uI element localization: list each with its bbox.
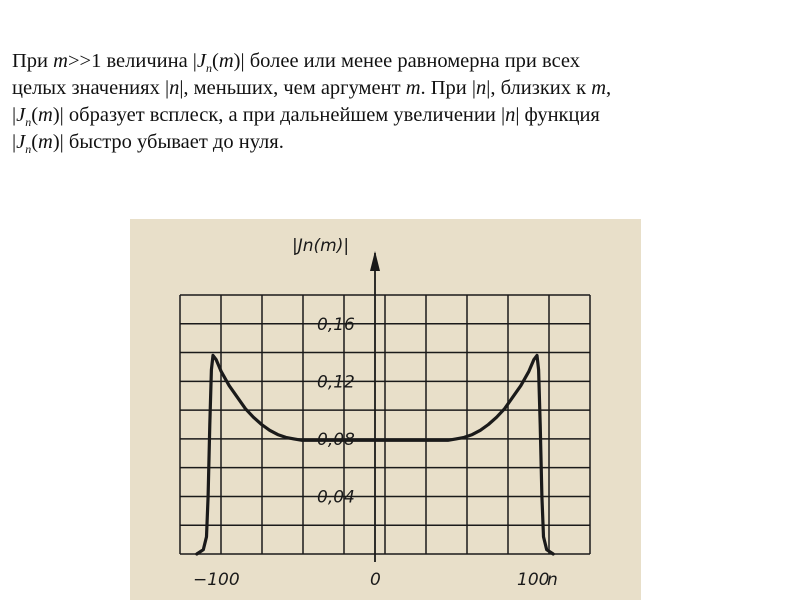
text-run: |	[12, 104, 17, 126]
y-axis-arrow	[370, 251, 380, 271]
text-run: целых значениях |	[12, 77, 170, 99]
math-J: J	[16, 104, 26, 126]
math-J: J	[196, 50, 207, 72]
text-line-3	[12, 102, 792, 129]
y-tick-label: 0,12	[317, 372, 355, 393]
math-n: n	[476, 77, 487, 99]
text-run: . При |	[420, 77, 477, 99]
y-tick-label: 0,04	[317, 487, 355, 508]
math-m: m	[218, 50, 234, 72]
bessel-function-figure	[130, 219, 641, 600]
math-J: J	[16, 131, 26, 153]
x-tick-labels	[193, 570, 549, 590]
text-run: |, близких к	[486, 77, 592, 99]
math-m: m	[405, 77, 421, 99]
text-run: |	[12, 131, 17, 153]
axes	[370, 251, 380, 562]
text-line-4	[12, 129, 792, 156]
y-tick-label: 0,16	[317, 314, 355, 335]
text-run: >>1 величина |	[67, 50, 197, 72]
text-run: )| более или менее равномерна при всех	[233, 50, 581, 72]
math-subscript-n: n	[206, 61, 213, 75]
text-run: | функция	[515, 104, 600, 126]
y-tick-labels	[317, 315, 355, 508]
x-axis-label: n	[547, 570, 558, 590]
x-tick-label: −100	[193, 570, 240, 590]
text-line-2	[12, 75, 792, 102]
chart-svg	[130, 219, 641, 600]
math-m: m	[38, 104, 53, 126]
text-run: (	[212, 50, 219, 72]
grid	[180, 295, 590, 554]
math-m: m	[38, 131, 53, 153]
x-tick-label: 0	[370, 570, 381, 590]
x-tick-label: 100	[517, 570, 550, 590]
y-axis-label: |Jn(m)|	[292, 236, 350, 256]
text-line-1	[12, 48, 792, 75]
text-run: )| образует всплеск, а при дальнейшем увеличении |	[52, 104, 506, 126]
text-run: (	[31, 131, 39, 153]
math-subscript-n: n	[25, 115, 32, 129]
math-n: n	[169, 77, 180, 99]
math-m: m	[591, 77, 607, 99]
text-run: При	[12, 50, 54, 72]
text-run: ,	[606, 77, 612, 99]
text-run: )| быстро убывает до нуля.	[52, 131, 284, 153]
text-run: |, меньших, чем аргумент	[179, 77, 406, 99]
math-subscript-n: n	[25, 142, 32, 156]
math-m: m	[53, 50, 68, 72]
text-run: (	[31, 104, 39, 126]
description-paragraph	[12, 48, 792, 156]
y-tick-label: 0,08	[317, 429, 355, 450]
math-n: n	[505, 104, 516, 126]
